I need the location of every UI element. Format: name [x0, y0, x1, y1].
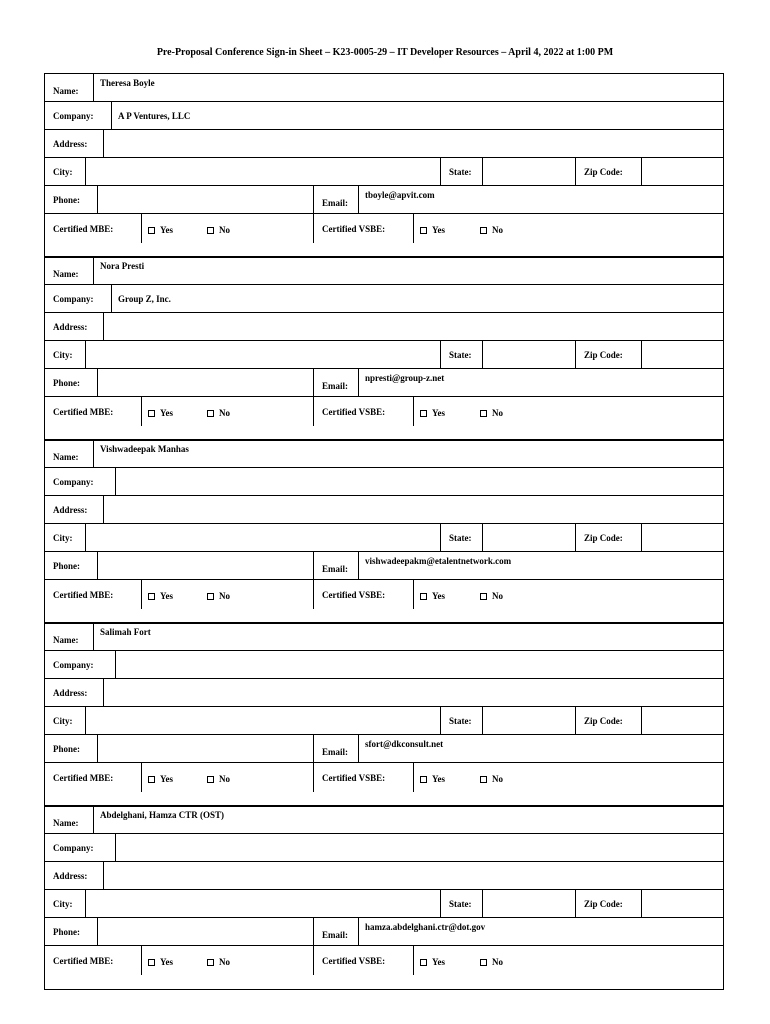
email-label: Email:: [313, 186, 358, 213]
name-row: [45, 257, 723, 285]
phone-field[interactable]: [97, 186, 313, 213]
sign-in-entry: [44, 622, 724, 807]
state-field[interactable]: [482, 524, 575, 551]
zip-label: Zip Code:: [575, 158, 641, 185]
vsbe-no-option[interactable]: [480, 580, 503, 612]
vsbe-no-checkbox[interactable]: [480, 410, 487, 417]
name-field[interactable]: Vishwadeepak Manhas: [93, 440, 723, 467]
mbe-yes-option[interactable]: [148, 946, 173, 978]
mbe-options: [141, 214, 313, 243]
name-field[interactable]: Theresa Boyle: [93, 74, 723, 101]
state-label: State:: [440, 158, 482, 185]
mbe-yes-option[interactable]: [148, 397, 173, 429]
address-row: [45, 496, 723, 524]
vsbe-options: [413, 214, 723, 243]
phone-email-row: [45, 369, 723, 397]
no-text: No: [219, 774, 230, 784]
zip-field[interactable]: [641, 524, 723, 551]
vsbe-no-checkbox[interactable]: [480, 593, 487, 600]
certification-row: [45, 214, 723, 243]
name-row: [45, 440, 723, 468]
document-title: Pre-Proposal Conference Sign-in Sheet – K23-0005-29 – IT Developer Resources – April 4, 2022 at 1:00 PM: [156, 47, 614, 58]
mbe-label: Certified MBE:: [53, 773, 114, 783]
city-label: City:: [53, 533, 73, 543]
state-label: State:: [440, 524, 482, 551]
phone-field[interactable]: [97, 552, 313, 579]
vsbe-label: Certified VSBE:: [313, 580, 413, 609]
phone-email-row: [45, 735, 723, 763]
address-label: Address:: [53, 322, 88, 332]
address-row: [45, 130, 723, 158]
vsbe-no-option[interactable]: [480, 763, 503, 795]
mbe-options: [141, 946, 313, 975]
email-field[interactable]: sfort@dkconsult.net: [358, 735, 723, 762]
vsbe-label: Certified VSBE:: [313, 763, 413, 792]
name-row: [45, 74, 723, 102]
mbe-no-option[interactable]: [207, 397, 230, 429]
no-text: No: [492, 774, 503, 784]
no-text: No: [492, 591, 503, 601]
mbe-yes-option[interactable]: [148, 763, 173, 795]
phone-email-row: [45, 552, 723, 580]
city-state-zip-row: [45, 707, 723, 735]
mbe-no-checkbox[interactable]: [207, 410, 214, 417]
company-row: [45, 651, 723, 679]
vsbe-yes-checkbox[interactable]: [420, 959, 427, 966]
zip-field[interactable]: [641, 158, 723, 185]
vsbe-options: [413, 946, 723, 975]
vsbe-label: Certified VSBE:: [313, 397, 413, 426]
name-label: Name:: [53, 818, 79, 828]
city-field[interactable]: [85, 890, 440, 917]
name-label: Name:: [53, 635, 79, 645]
mbe-label: Certified MBE:: [53, 407, 114, 417]
certification-row: [45, 946, 723, 975]
vsbe-options: [413, 763, 723, 792]
company-row: [45, 285, 723, 313]
email-field[interactable]: npresti@group-z.net: [358, 369, 723, 396]
no-text: No: [492, 225, 503, 235]
mbe-yes-checkbox[interactable]: [148, 776, 155, 783]
mbe-no-checkbox[interactable]: [207, 227, 214, 234]
no-text: No: [219, 225, 230, 235]
mbe-no-option[interactable]: [207, 580, 230, 612]
address-label: Address:: [53, 688, 88, 698]
name-row: [45, 806, 723, 834]
email-field[interactable]: tboyle@apvit.com: [358, 186, 723, 213]
yes-text: Yes: [432, 408, 445, 418]
yes-text: Yes: [432, 591, 445, 601]
vsbe-no-checkbox[interactable]: [480, 776, 487, 783]
name-field[interactable]: Abdelghani, Hamza CTR (OST): [93, 806, 723, 833]
yes-text: Yes: [160, 225, 173, 235]
zip-label: Zip Code:: [575, 890, 641, 917]
phone-label: Phone:: [53, 744, 80, 754]
name-label: Name:: [53, 269, 79, 279]
sign-in-entry: [44, 439, 724, 624]
phone-email-row: [45, 918, 723, 946]
vsbe-options: [413, 397, 723, 426]
vsbe-no-option[interactable]: [480, 214, 503, 246]
company-field[interactable]: [115, 651, 723, 678]
phone-field[interactable]: [97, 369, 313, 396]
address-field[interactable]: [103, 313, 723, 340]
no-text: No: [219, 957, 230, 967]
mbe-no-option[interactable]: [207, 763, 230, 795]
company-field[interactable]: A P Ventures, LLC: [111, 102, 723, 129]
vsbe-options: [413, 580, 723, 609]
state-field[interactable]: [482, 707, 575, 734]
mbe-no-option[interactable]: [207, 946, 230, 978]
vsbe-yes-option[interactable]: [420, 214, 445, 246]
city-state-zip-row: [45, 890, 723, 918]
state-field[interactable]: [482, 341, 575, 368]
vsbe-yes-checkbox[interactable]: [420, 776, 427, 783]
mbe-options: [141, 763, 313, 792]
mbe-yes-option[interactable]: [148, 214, 173, 246]
company-row: [45, 468, 723, 496]
address-label: Address:: [53, 139, 88, 149]
phone-label: Phone:: [53, 195, 80, 205]
state-field[interactable]: [482, 158, 575, 185]
name-field[interactable]: Salimah Fort: [93, 623, 723, 650]
yes-text: Yes: [432, 957, 445, 967]
address-field[interactable]: [103, 496, 723, 523]
phone-field[interactable]: [97, 735, 313, 762]
mbe-no-checkbox[interactable]: [207, 959, 214, 966]
certification-row: [45, 397, 723, 426]
vsbe-yes-option[interactable]: [420, 580, 445, 612]
mbe-options: [141, 580, 313, 609]
state-label: State:: [440, 890, 482, 917]
vsbe-no-checkbox[interactable]: [480, 959, 487, 966]
mbe-no-checkbox[interactable]: [207, 593, 214, 600]
mbe-label: Certified MBE:: [53, 956, 114, 966]
yes-text: Yes: [432, 225, 445, 235]
certification-row: [45, 580, 723, 609]
zip-field[interactable]: [641, 707, 723, 734]
city-field[interactable]: [85, 158, 440, 185]
company-label: Company:: [53, 111, 94, 121]
vsbe-no-option[interactable]: [480, 946, 503, 978]
company-field[interactable]: [115, 834, 723, 861]
address-row: [45, 313, 723, 341]
mbe-label: Certified MBE:: [53, 590, 114, 600]
zip-label: Zip Code:: [575, 707, 641, 734]
mbe-yes-checkbox[interactable]: [148, 959, 155, 966]
company-row: [45, 834, 723, 862]
company-label: Company:: [53, 477, 94, 487]
sign-in-entry: [44, 73, 724, 258]
city-state-zip-row: [45, 524, 723, 552]
mbe-yes-option[interactable]: [148, 580, 173, 612]
yes-text: Yes: [160, 408, 173, 418]
company-field[interactable]: [115, 468, 723, 495]
zip-label: Zip Code:: [575, 341, 641, 368]
city-label: City:: [53, 716, 73, 726]
address-row: [45, 862, 723, 890]
address-field[interactable]: [103, 679, 723, 706]
city-field[interactable]: [85, 707, 440, 734]
company-label: Company:: [53, 843, 94, 853]
vsbe-yes-option[interactable]: [420, 946, 445, 978]
zip-field[interactable]: [641, 890, 723, 917]
mbe-options: [141, 397, 313, 426]
email-field[interactable]: vishwadeepakm@etalentnetwork.com: [358, 552, 723, 579]
city-label: City:: [53, 350, 73, 360]
address-label: Address:: [53, 871, 88, 881]
email-field[interactable]: hamza.abdelghani.ctr@dot.gov: [358, 918, 723, 945]
city-state-zip-row: [45, 341, 723, 369]
yes-text: Yes: [160, 591, 173, 601]
vsbe-yes-checkbox[interactable]: [420, 227, 427, 234]
address-row: [45, 679, 723, 707]
vsbe-label: Certified VSBE:: [313, 214, 413, 243]
name-row: [45, 623, 723, 651]
email-label: Email:: [313, 918, 358, 945]
yes-text: Yes: [432, 774, 445, 784]
state-field[interactable]: [482, 890, 575, 917]
phone-label: Phone:: [53, 927, 80, 937]
no-text: No: [219, 408, 230, 418]
email-label: Email:: [313, 369, 358, 396]
phone-label: Phone:: [53, 378, 80, 388]
company-field[interactable]: Group Z, Inc.: [111, 285, 723, 312]
email-label: Email:: [313, 552, 358, 579]
state-label: State:: [440, 707, 482, 734]
mbe-yes-checkbox[interactable]: [148, 227, 155, 234]
vsbe-yes-checkbox[interactable]: [420, 410, 427, 417]
yes-text: Yes: [160, 774, 173, 784]
mbe-no-checkbox[interactable]: [207, 776, 214, 783]
email-label: Email:: [313, 735, 358, 762]
no-text: No: [492, 408, 503, 418]
vsbe-yes-option[interactable]: [420, 397, 445, 429]
mbe-label: Certified MBE:: [53, 224, 114, 234]
vsbe-no-checkbox[interactable]: [480, 227, 487, 234]
name-field[interactable]: Nora Presti: [93, 257, 723, 284]
no-text: No: [219, 591, 230, 601]
no-text: No: [492, 957, 503, 967]
phone-field[interactable]: [97, 918, 313, 945]
company-label: Company:: [53, 294, 94, 304]
address-field[interactable]: [103, 130, 723, 157]
mbe-yes-checkbox[interactable]: [148, 410, 155, 417]
city-field[interactable]: [85, 524, 440, 551]
address-label: Address:: [53, 505, 88, 515]
sign-in-entry: [44, 805, 724, 990]
vsbe-label: Certified VSBE:: [313, 946, 413, 975]
sign-in-entry: [44, 256, 724, 441]
vsbe-yes-option[interactable]: [420, 763, 445, 795]
phone-label: Phone:: [53, 561, 80, 571]
certification-row: [45, 763, 723, 792]
zip-label: Zip Code:: [575, 524, 641, 551]
mbe-no-option[interactable]: [207, 214, 230, 246]
city-field[interactable]: [85, 341, 440, 368]
name-label: Name:: [53, 86, 79, 96]
mbe-yes-checkbox[interactable]: [148, 593, 155, 600]
vsbe-yes-checkbox[interactable]: [420, 593, 427, 600]
zip-field[interactable]: [641, 341, 723, 368]
name-label: Name:: [53, 452, 79, 462]
address-field[interactable]: [103, 862, 723, 889]
city-label: City:: [53, 167, 73, 177]
phone-email-row: [45, 186, 723, 214]
state-label: State:: [440, 341, 482, 368]
company-row: [45, 102, 723, 130]
vsbe-no-option[interactable]: [480, 397, 503, 429]
city-state-zip-row: [45, 158, 723, 186]
yes-text: Yes: [160, 957, 173, 967]
company-label: Company:: [53, 660, 94, 670]
city-label: City:: [53, 899, 73, 909]
